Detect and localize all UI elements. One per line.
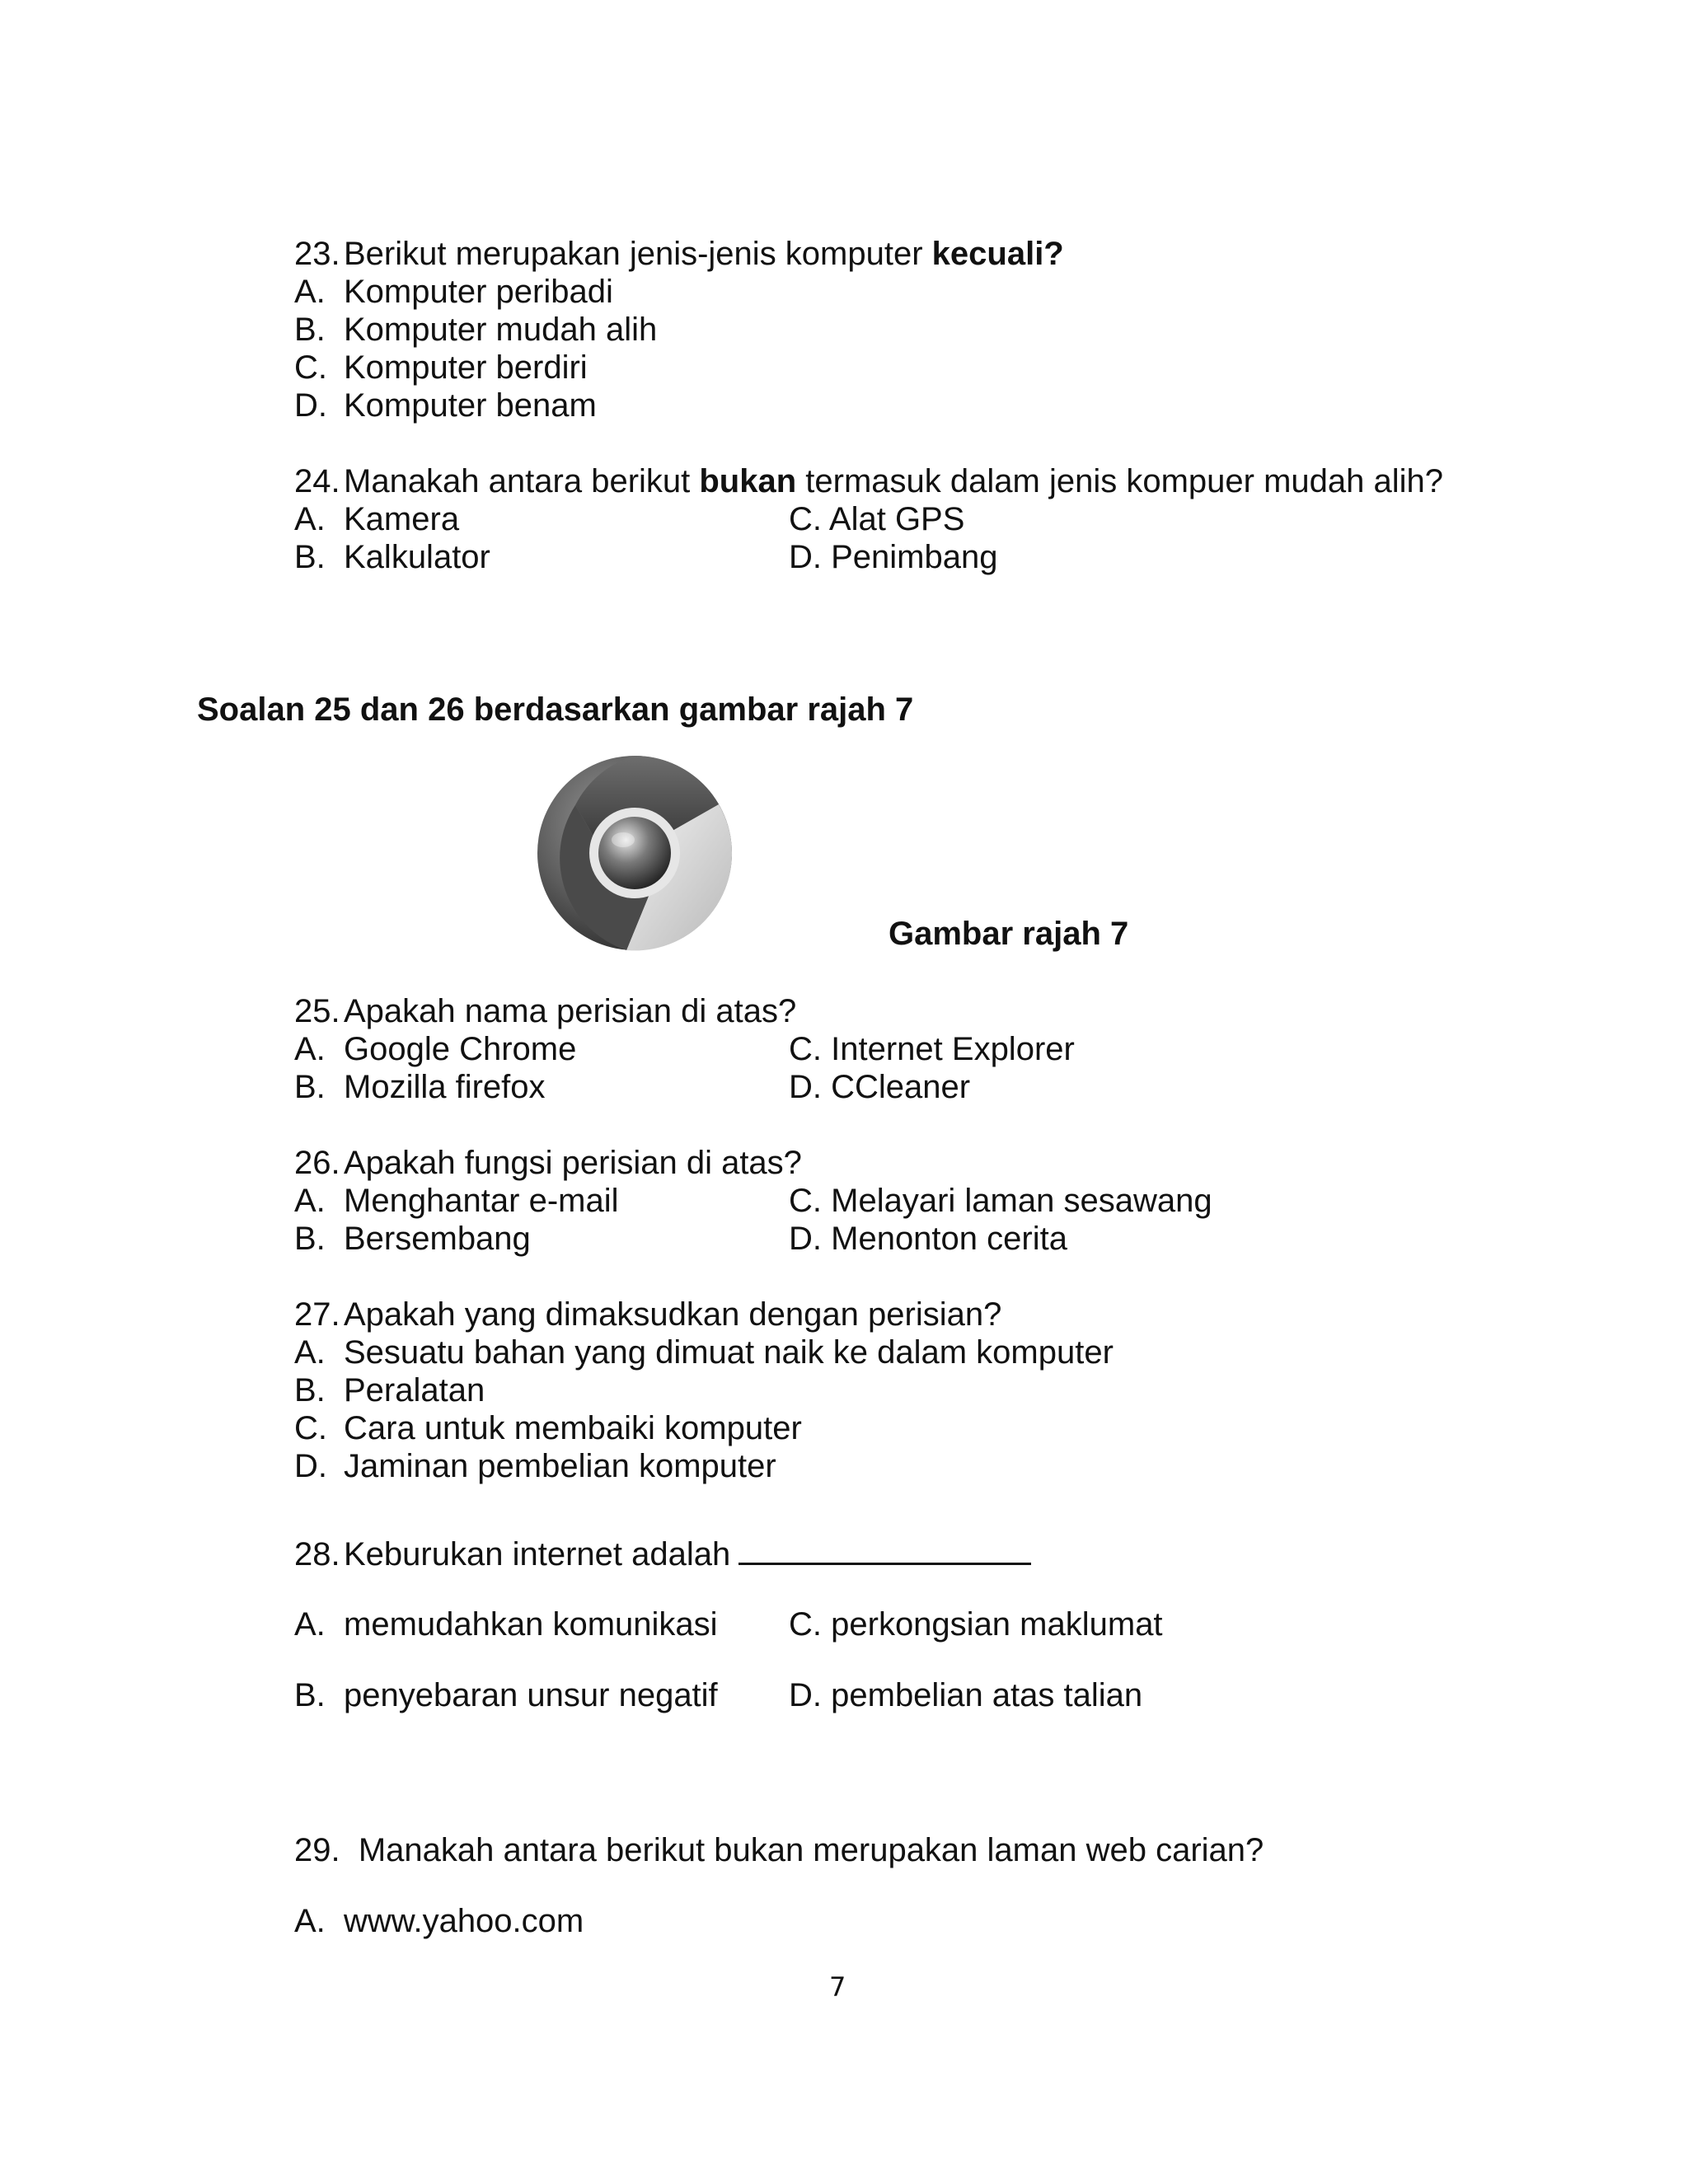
question-text: Apakah fungsi perisian di atas?: [344, 1145, 802, 1181]
question-emphasis: kecuali?: [931, 236, 1064, 272]
option-letter: B.: [294, 1069, 326, 1105]
question-number: 23.: [294, 236, 340, 272]
option-letter: A.: [294, 1183, 326, 1219]
option-24a: [294, 500, 459, 538]
option-text: Komputer benam: [344, 387, 597, 424]
question-number: 25.: [294, 993, 340, 1029]
browser-logo-icon: [536, 754, 734, 952]
option-letter: C.: [294, 349, 327, 386]
question-text: Manakah antara berikut: [344, 463, 700, 499]
option-28c: [789, 1605, 1163, 1643]
question-emphasis: bukan: [699, 463, 797, 499]
option-text: Menghantar e-mail: [344, 1183, 619, 1219]
option-text: Komputer peribadi: [344, 274, 613, 310]
question-text: Manakah antara berikut bukan merupakan laman web carian?: [358, 1832, 1264, 1868]
option-23c: [294, 349, 588, 387]
option-text: CCleaner: [831, 1069, 971, 1105]
option-letter: A.: [294, 1334, 326, 1371]
option-23a: [294, 273, 613, 311]
question-29: [294, 1831, 1264, 1869]
option-letter: B.: [294, 1372, 326, 1408]
answer-blank: [738, 1535, 1031, 1565]
question-text: Keburukan internet adalah: [344, 1536, 731, 1572]
option-text: Sesuatu bahan yang dimuat naik ke dalam komputer: [344, 1334, 1114, 1371]
option-letter: C.: [294, 1410, 327, 1446]
option-28d: [789, 1676, 1142, 1714]
option-letter: A.: [294, 274, 326, 310]
option-27d: [294, 1447, 776, 1485]
option-24c: [789, 500, 964, 538]
option-letter: D.: [789, 539, 822, 575]
option-26c: [789, 1182, 1212, 1220]
question-number: 24.: [294, 463, 340, 499]
question-number: 28.: [294, 1536, 340, 1572]
option-text: Menonton cerita: [831, 1221, 1067, 1257]
option-letter: D.: [789, 1069, 822, 1105]
option-26d: [789, 1220, 1067, 1258]
option-letter: B.: [294, 1677, 326, 1713]
page-number: 7: [829, 1971, 846, 2003]
option-27b: [294, 1371, 485, 1409]
option-text: memudahkan komunikasi: [344, 1606, 718, 1643]
option-letter: A.: [294, 501, 326, 537]
option-25b: [294, 1068, 546, 1106]
option-letter: C.: [789, 1606, 822, 1643]
question-text: Berikut merupakan jenis-jenis komputer: [344, 236, 932, 272]
option-letter: D.: [294, 387, 327, 424]
figure-caption: Gambar rajah 7: [889, 916, 1129, 952]
question-number: 29.: [294, 1832, 340, 1868]
option-letter: C.: [789, 1031, 822, 1067]
option-25a: [294, 1030, 576, 1068]
option-letter: C.: [789, 501, 822, 537]
question-26: [294, 1144, 802, 1182]
option-28b: [294, 1676, 718, 1714]
question-25: [294, 992, 796, 1030]
question-number: 27.: [294, 1296, 340, 1333]
option-text: Komputer berdiri: [344, 349, 588, 386]
option-text: Cara untuk membaiki komputer: [344, 1410, 802, 1446]
option-25c: [789, 1030, 1075, 1068]
option-27c: [294, 1409, 802, 1447]
question-number: 26.: [294, 1145, 340, 1181]
option-24b: [294, 538, 490, 576]
option-letter: A.: [294, 1031, 326, 1067]
question-27: [294, 1296, 1001, 1333]
option-text: Melayari laman sesawang: [831, 1183, 1212, 1219]
question-text: Apakah yang dimaksudkan dengan perisian?: [344, 1296, 1002, 1333]
option-letter: A.: [294, 1903, 326, 1939]
option-letter: C.: [789, 1183, 822, 1219]
option-text: perkongsian maklumat: [831, 1606, 1163, 1643]
option-text: Kalkulator: [344, 539, 490, 575]
section-heading: Soalan 25 dan 26 berdasarkan gambar rajah 7: [197, 691, 914, 728]
question-28: [294, 1535, 1031, 1573]
option-26b: [294, 1220, 531, 1258]
option-24d: [789, 538, 998, 576]
option-23b: [294, 311, 657, 349]
option-text: penyebaran unsur negatif: [344, 1677, 718, 1713]
option-letter: B.: [294, 539, 326, 575]
option-28a: [294, 1605, 718, 1643]
option-text: Peralatan: [344, 1372, 485, 1408]
option-letter: A.: [294, 1606, 326, 1643]
question-text-after: termasuk dalam jenis kompuer mudah alih?: [796, 463, 1443, 499]
option-text: Penimbang: [831, 539, 998, 575]
option-25d: [789, 1068, 970, 1106]
option-26a: [294, 1182, 619, 1220]
option-letter: D.: [294, 1448, 327, 1484]
option-23d: [294, 387, 597, 424]
option-letter: D.: [789, 1221, 822, 1257]
option-letter: D.: [789, 1677, 822, 1713]
option-text: Komputer mudah alih: [344, 312, 658, 348]
question-23: [294, 235, 1064, 273]
option-text: Jaminan pembelian komputer: [344, 1448, 776, 1484]
option-text: www.yahoo.com: [344, 1903, 584, 1939]
option-text: Alat GPS: [828, 501, 965, 537]
option-29a: [294, 1902, 584, 1940]
option-text: Mozilla firefox: [344, 1069, 546, 1105]
option-text: pembelian atas talian: [831, 1677, 1143, 1713]
option-letter: B.: [294, 1221, 326, 1257]
option-text: Kamera: [344, 501, 460, 537]
option-text: Internet Explorer: [831, 1031, 1075, 1067]
option-text: Bersembang: [344, 1221, 531, 1257]
option-letter: B.: [294, 312, 326, 348]
figure-7: [536, 754, 734, 952]
question-text: Apakah nama perisian di atas?: [344, 993, 797, 1029]
option-text: Google Chrome: [344, 1031, 577, 1067]
question-24: [294, 462, 1443, 500]
option-27a: [294, 1333, 1114, 1371]
